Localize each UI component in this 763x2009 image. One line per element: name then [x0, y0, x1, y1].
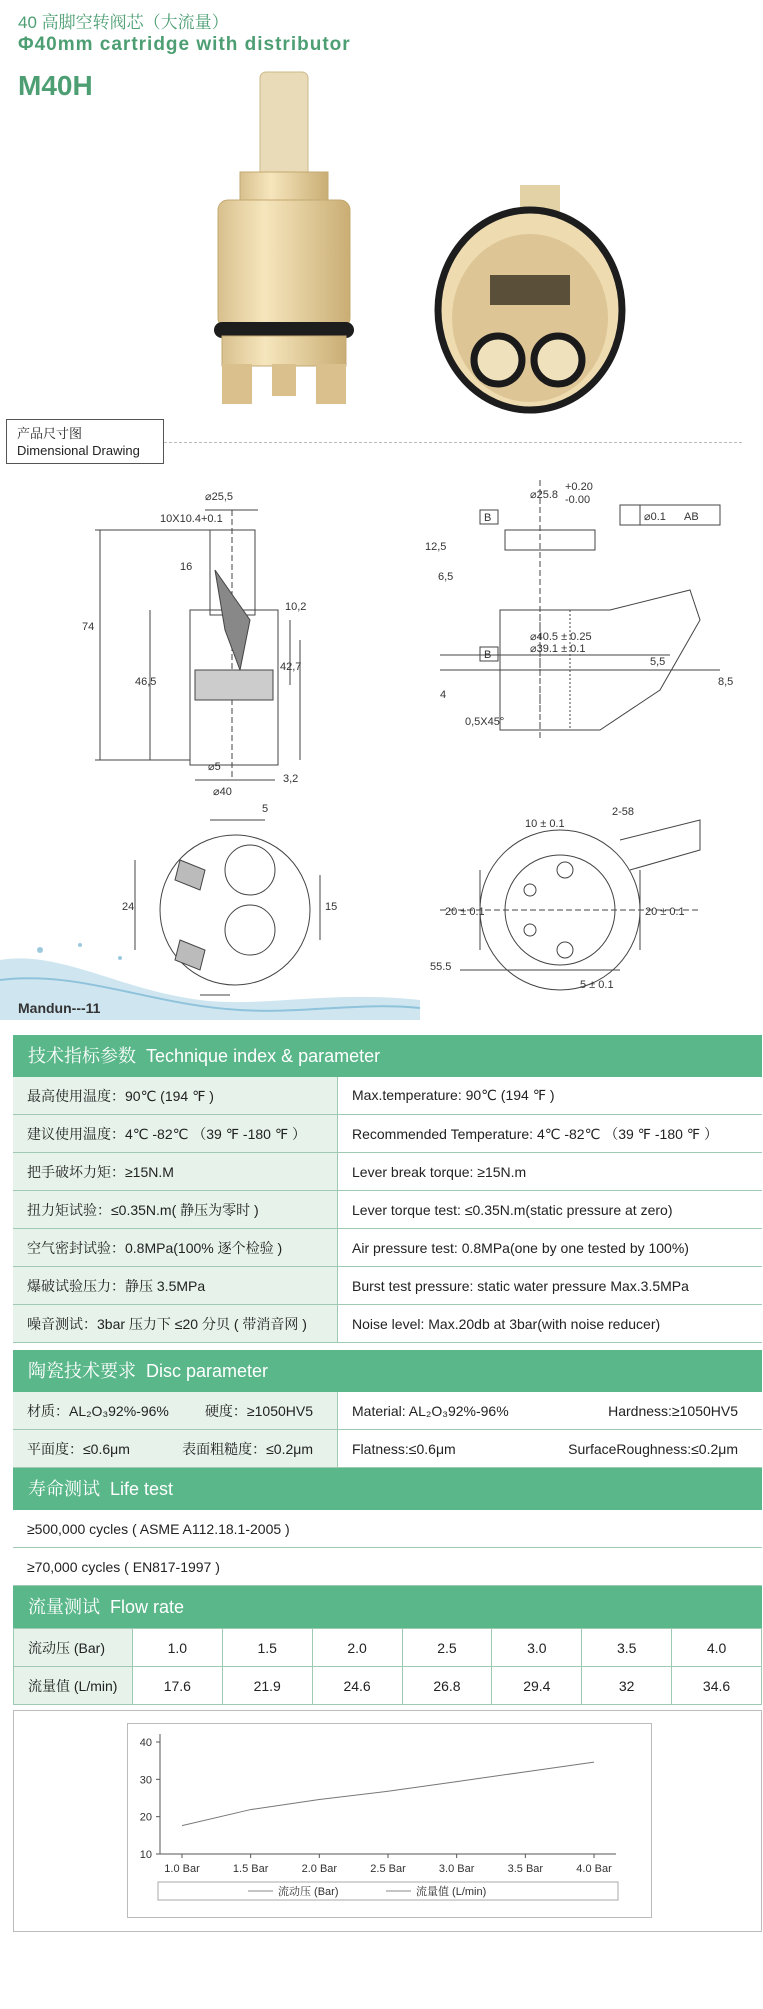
technique-cn: 最高使用温度：90℃ (194 ℉ ): [13, 1077, 338, 1114]
brand-code: Mandun---11: [18, 1000, 101, 1016]
dim-d21: B: [484, 649, 492, 661]
pressure-cell: 2.0: [312, 1629, 402, 1667]
life-section: [13, 1468, 762, 1586]
life-row: ≥70,000 cycles ( EN817-1997 ): [13, 1548, 762, 1585]
technique-section: [13, 1035, 762, 1343]
pressure-cell: 2.5: [402, 1629, 492, 1667]
y-tick-label: 20: [139, 1811, 152, 1824]
flow-header: 流量测试 Flow rate: [13, 1586, 762, 1628]
x-tick-label: 1.0 Bar: [164, 1863, 200, 1875]
technique-header: 技术指标参数 Technique index & parameter: [13, 1035, 762, 1077]
y-tick-label: 10: [139, 1849, 152, 1861]
pressure-cell: 1.0: [132, 1629, 222, 1667]
pressure-cell: 3.0: [492, 1629, 582, 1667]
technique-cn: 噪音测试：3bar 压力下 ≤20 分贝 ( 带消音网 ): [13, 1305, 338, 1342]
dimensional-drawing-label: [6, 419, 164, 464]
dim-d4: 74: [82, 621, 95, 633]
technique-en: Lever torque test: ≤0.35N.m(static pressure at zero): [338, 1191, 762, 1228]
dim-d8: ⌀5: [208, 761, 221, 773]
title-en: Φ40mm cartridge with distributor: [18, 34, 351, 55]
technique-en: Noise level: Max.20db at 3bar(with noise reducer): [338, 1305, 762, 1342]
dim-d2: 10X10.4+0.1: [160, 513, 223, 525]
flow-cell: 24.6: [312, 1667, 402, 1705]
dim-d35: 5 ± 0.1: [580, 979, 614, 991]
dim-d25: 0,5X45°: [465, 716, 505, 728]
dim-d9: ⌀40: [213, 786, 232, 798]
series-line-flow: [182, 1762, 594, 1825]
technique-en: Max.temperature: 90℃ (194 ℉ ): [338, 1077, 762, 1114]
pressure-cell: 1.5: [222, 1629, 312, 1667]
dim-d23: 8,5: [718, 676, 734, 688]
dim-d15: ⌀0.1: [644, 511, 666, 523]
dim-d32: 20 ± 0.1: [445, 906, 485, 918]
flow-cell: 17.6: [132, 1667, 222, 1705]
flow-chart-frame: [13, 1710, 762, 1932]
divider: [164, 442, 742, 443]
life-row: ≥500,000 cycles ( ASME A112.18.1-2005 ): [13, 1510, 762, 1547]
dim-d26: 5: [262, 803, 269, 815]
pressure-row: [14, 1629, 762, 1667]
title-cn: 40 高脚空转阀芯（大流量）: [18, 13, 229, 32]
technique-en: Burst test pressure: static water pressure Max.3.5MPa: [338, 1267, 762, 1304]
technique-en: Air pressure test: 0.8MPa(one by one tested by 100%): [338, 1229, 762, 1266]
dim-d24: 4: [440, 689, 447, 701]
legend-label: 流量值 (L/min): [416, 1886, 487, 1898]
technique-en: Recommended Temperature: 4℃ -82℃ （39 ℉ -180 ℉ ）: [338, 1115, 762, 1152]
flow-cell: 32: [582, 1667, 672, 1705]
flow-cell: 21.9: [222, 1667, 312, 1705]
dim-d18: 6,5: [438, 571, 454, 583]
flow-label: 流量值 (L/min): [14, 1667, 133, 1705]
dim-d6: 46,5: [135, 676, 157, 688]
disc-cn: 材质：AL₂O₃92%-96% 硬度：≥1050HV5: [13, 1392, 338, 1429]
pressure-cell: 3.5: [582, 1629, 672, 1667]
cartridge-side-photo: [200, 60, 410, 420]
dim-d33: 20 ± 0.1: [645, 906, 685, 918]
technical-drawings: [0, 470, 763, 1010]
x-tick-label: 2.5 Bar: [370, 1863, 406, 1875]
flow-cell: 29.4: [492, 1667, 582, 1705]
dim-d3: 16: [180, 561, 193, 573]
life-header: 寿命测试 Life test: [13, 1468, 762, 1510]
dim-d11: ⌀25.8: [530, 489, 559, 501]
x-tick-label: 1.5 Bar: [232, 1863, 269, 1875]
dim-d7: 42,7: [280, 661, 302, 673]
dim-d5: 10,2: [285, 601, 307, 613]
dim-d28: 15: [325, 901, 338, 913]
flow-section: [13, 1586, 762, 1705]
dim-label-en: Dimensional Drawing: [17, 443, 140, 458]
disc-section: [13, 1350, 762, 1468]
x-tick-label: 2.0 Bar: [301, 1863, 338, 1875]
dim-d20: ⌀39.1 ± 0.1: [530, 643, 586, 655]
dim-d13: -0.00: [565, 494, 591, 506]
dim-d22: 5,5: [650, 656, 666, 668]
x-tick-label: 3.0 Bar: [438, 1863, 475, 1875]
flow-row: [14, 1667, 762, 1705]
dim-d31: 2-58: [612, 806, 635, 818]
dim-d14: B: [484, 512, 492, 524]
technique-cn: 建议使用温度：4℃ -82℃ （39 ℉ -180 ℉ ）: [13, 1115, 338, 1152]
model-number: M40H: [18, 70, 93, 101]
dim-d10: 3,2: [283, 773, 299, 785]
disc-header: 陶瓷技术要求 Disc parameter: [13, 1350, 762, 1392]
x-tick-label: 3.5 Bar: [507, 1863, 544, 1875]
flow-cell: 34.6: [672, 1667, 762, 1705]
technique-en: Lever break torque: ≥15N.m: [338, 1153, 762, 1190]
disc-en: Flatness:≤0.6μm SurfaceRoughness:≤0.2μm: [338, 1430, 762, 1467]
dim-label-cn: 产品尺寸图: [17, 426, 83, 441]
y-tick-label: 40: [139, 1737, 152, 1749]
flow-chart-panel: [127, 1723, 652, 1918]
dim-d12: +0.20: [565, 481, 593, 493]
dim-d16: AB: [684, 511, 699, 523]
x-tick-label: 4.0 Bar: [576, 1863, 612, 1875]
y-tick-label: 30: [139, 1774, 152, 1787]
dim-d17: 12,5: [425, 541, 447, 553]
dim-d34: 55.5: [430, 961, 452, 973]
technique-cn: 扭力矩试验：≤0.35N.m( 静压为零时 ): [13, 1191, 338, 1228]
disc-en: Material: AL₂O₃92%-96% Hardness:≥1050HV5: [338, 1392, 762, 1429]
flow-cell: 26.8: [402, 1667, 492, 1705]
legend-label: 流动压 (Bar): [278, 1886, 339, 1898]
technique-cn: 爆破试验压力：静压 3.5MPa: [13, 1267, 338, 1304]
dim-d19: ⌀40.5 ± 0.25: [530, 631, 592, 643]
disc-cn: 平面度：≤0.6μm 表面粗糙度：≤0.2μm: [13, 1430, 338, 1467]
dim-d30: 10 ± 0.1: [525, 818, 565, 830]
pressure-cell: 4.0: [672, 1629, 762, 1667]
technique-cn: 把手破坏力矩：≥15N.M: [13, 1153, 338, 1190]
technique-cn: 空气密封试验：0.8MPa(100% 逐个检验 ): [13, 1229, 338, 1266]
pressure-label: 流动压 (Bar): [14, 1629, 133, 1667]
flow-chart: [128, 1724, 651, 1917]
cartridge-bottom-photo: [430, 60, 640, 420]
dim-d1: ⌀25,5: [205, 491, 234, 503]
flow-table: [13, 1628, 762, 1705]
dim-d27: 24: [122, 901, 135, 913]
